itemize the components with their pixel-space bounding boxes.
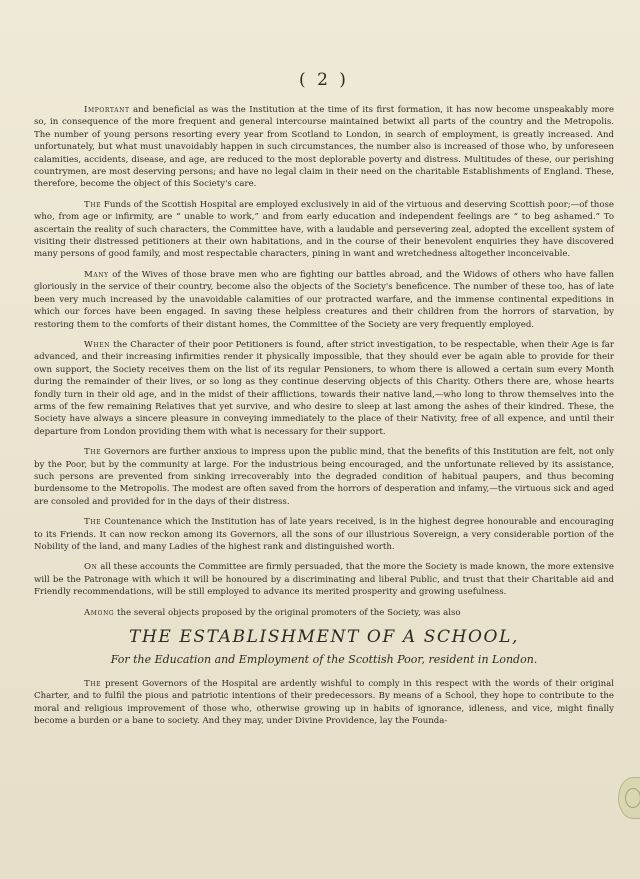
paragraph-body: present Governors of the Hospital are ardently wishful to comply in this respect with the words of their original Charter, and to fulfil the pious and patriotic intentions of their predecessors. By means of a School, they hope to contribute to the moral and religious improvement of those who, otherwise growing up in habits of ignorance, idleness, and vice, might finally become a burden or a bane to society. And they may, under Divine Providence, lay the Founda-: [34, 679, 614, 727]
paragraph-lead: Many: [84, 269, 109, 280]
paragraph-lead: The: [84, 447, 102, 458]
paragraph-character: [34, 339, 614, 438]
paragraph-among: [34, 607, 614, 619]
paragraph-school: [34, 678, 614, 728]
paragraph-funds: [34, 199, 614, 261]
section-subheading: For the Education and Employment of the Scottish Poor, resident in London.: [110, 653, 538, 667]
paragraph-accounts: [34, 561, 614, 598]
paragraph-lead: On: [84, 562, 98, 573]
paragraph-governors: [34, 446, 614, 508]
paragraph-body: the several objects proposed by the original promoters of the Society, was also: [114, 607, 461, 618]
paragraph-lead: The: [84, 517, 102, 528]
paragraph-body: Countenance which the Institution has of late years received, is in the highest degree honourable and encouraging to its Friends. It can now reckon among its Governors, all the sons of our illustrious Sovereign, a very considerable portion of the Nobility of the land, and many Ladies of the highest rank and distinguished worth.: [34, 517, 614, 552]
paragraph-wives-widows: [34, 269, 614, 331]
paragraph-lead: When: [84, 339, 111, 350]
paragraph-lead: Among: [84, 607, 115, 618]
paragraph-importance: [34, 104, 614, 191]
paragraph-countenance: [34, 516, 614, 553]
paragraph-body: the Character of their poor Petitioners is found, after strict investigation, to be respectable, when their Age is far advanced, and their increasing infirmities render it physically impossible, that they should ever be again able to provide for their own support, the Society receives them on the list of its regular Pensioners, to whom there is allowed a certain sum every Month during the remainder of their lives, or so long as they continue deserving objects of this Charity. Others there are, whose hearts fondly turn in their old age, and in the midst of their afflictions, towards their native land,—who long to throw themselves into the arms of the few remaining Relatives that yet survive, and who desire to sleep at last among the ashes of their kindred. These, the Society have always a sincere pleasure in conveying immediately to the place of their Nativity, free of all expence, and until their departure from London providing them with what is necessary for their support.: [34, 339, 614, 437]
paragraph-body: all these accounts the Committee are firmly persuaded, that the more the Society is made known, the more extensive will be the Patronage with which it will be honoured by a discriminating and liberal Public, and trust that their Charitable aid and Friendly recommendations, will be still employed to advance its merited prosperity and growing usefulness.: [34, 562, 614, 598]
page-number: ( 2 ): [299, 70, 349, 90]
paragraph-body: Funds of the Scottish Hospital are employed exclusively in aid of the virtuous and deserving Scottish poor;—of those who, from age or infirmity, are “ unable to work,” and from early education and independent feelings are “ to beg ashamed.” To ascertain the reality of such characters, the Committee have, with a laudable and persevering zeal, adopted the excellent system of visiting their distressed petitioners at their own habitations, and in the course of their benevolent enquiries they have discovered many persons of good family, and most respectable characters, pining in want and wretchedness altogether inconceivable.: [34, 199, 614, 260]
paragraph-body: and beneficial as was the Institution at the time of its first formation, it has now become unspeakably more so, in consequence of the more frequent and general intercourse maintained betwixt all parts of the country and the Metropolis. The number of young persons resorting every year from Scotland to London, in search of employment, is greatly increased. And unfortunately, but what must unavoidably happen in such circumstances, the number also is increased of those who, by unforeseen calamities, accidents, disease, and age, are reduced to the most deplorable poverty and distress. Multitudes of these, our perishing countrymen, are most deserving persons; and have no legal claim in their need on the charitable Establishments of England. These, therefore, become the object of this Society's care.: [34, 105, 614, 190]
paragraph-lead: The: [84, 199, 102, 210]
paragraph-body: Governors are further anxious to impress upon the public mind, that the benefits of this Institution are felt, not only by the Poor, but by the community at large. For the industrious being encouraged, and the unfortunate relieved by its assistance, such persons are prevented from sinking irrecoverably into the degraded condition of habitual paupers, and thus becoming burdensome to the Metropolis. The modest are often saved from the horrors of desperation and infamy,—the virtuous sick and aged are consoled and provided for in the days of their distress.: [34, 447, 614, 507]
section-heading: THE ESTABLISHMENT OF A SCHOOL,: [129, 627, 519, 648]
paragraph-lead: The: [84, 679, 102, 690]
paragraph-lead: Important: [84, 105, 130, 115]
paragraph-body: of the Wives of those brave men who are fighting our battles abroad, and the Widows of others who have fallen gloriously in the service of their country, become also the objects of the Society's beneficence. The number of these too, has of late been very much increased by the unavoidable calamities of our protracted warfare, and the immense continental expeditions in which our forces have been engaged. In saving these helpless creatures and their children from the horrors of starvation, by restoring them to the comforts of their distant homes, the Committee of the Society are very frequently employed.: [34, 269, 614, 330]
seal-stamp-icon: [618, 777, 640, 819]
